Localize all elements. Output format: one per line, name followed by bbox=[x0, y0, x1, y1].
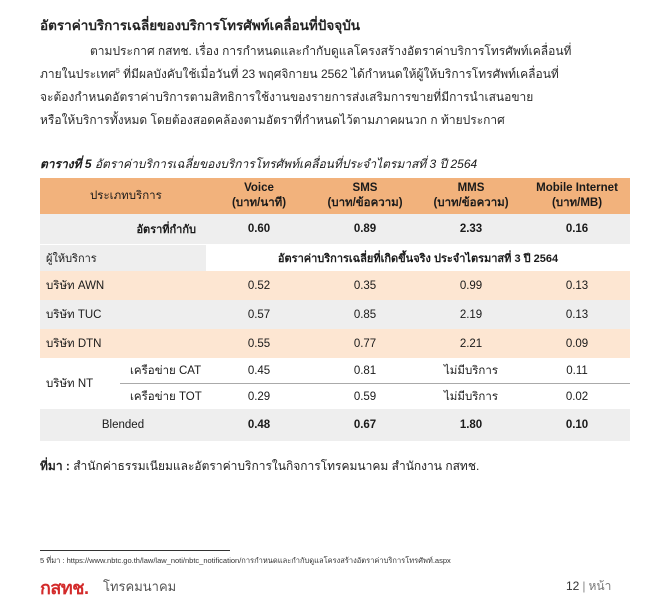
column-header-voice bbox=[206, 178, 312, 214]
table-cell: 2.33 bbox=[418, 214, 524, 245]
paragraph-line: หรือให้บริการทั้งหมด โดยต้องสอดคล้องตามอัตราที่กำหนดไว้ตามภาคผนวก ก ท้ายประกาศ bbox=[40, 113, 505, 127]
paragraph-line: จะต้องกำหนดอัตราค่าบริการตามสิทธิการใช้งานของรายการส่งเสริมการขายที่มีการนำเสนอขาย bbox=[40, 90, 534, 104]
column-name: MMS bbox=[457, 182, 485, 194]
regulated-rate-label: อัตราที่กำกับ bbox=[40, 214, 206, 245]
blended-row bbox=[40, 409, 630, 441]
table-caption-text: อัตราค่าบริการเฉลี่ยของบริการโทรศัพท์เคลื่อนที่ประจำไตรมาสที่ 3 ปี 2564 bbox=[91, 157, 478, 171]
table-cell: 1.80 bbox=[418, 409, 524, 441]
table-cell: 0.16 bbox=[524, 214, 630, 245]
column-name: Voice bbox=[244, 182, 274, 194]
table-cell: 0.57 bbox=[206, 300, 312, 329]
footnote-ref[interactable]: 5 bbox=[115, 68, 120, 75]
table-cell: 0.09 bbox=[524, 329, 630, 358]
column-header-internet bbox=[524, 178, 630, 214]
column-unit: (บาท/ข้อความ) bbox=[327, 197, 403, 209]
provider-name: บริษัท NT bbox=[40, 358, 120, 409]
page-number-value: 12 bbox=[566, 579, 580, 593]
column-name: Mobile Internet bbox=[536, 182, 618, 194]
paragraph-text: ที่มีผลบังคับใช้เมื่อวันที่ 23 พฤศจิกายน 2562 ได้กำหนดให้ผู้ให้บริการโทรศัพท์เคลื่อนที่ bbox=[119, 67, 559, 81]
footnote-divider bbox=[40, 550, 230, 551]
table-caption bbox=[40, 155, 477, 174]
provider-name: บริษัท AWN bbox=[40, 271, 206, 300]
table-row bbox=[40, 358, 630, 384]
table-cell: 0.52 bbox=[206, 271, 312, 300]
source-label: ที่มา : bbox=[40, 459, 70, 473]
table-cell: 0.11 bbox=[524, 358, 630, 384]
table-cell: 2.19 bbox=[418, 300, 524, 329]
regulated-rate-row bbox=[40, 214, 630, 245]
provider-name: บริษัท TUC bbox=[40, 300, 206, 329]
table-cell: 0.89 bbox=[312, 214, 418, 245]
actual-note-row bbox=[40, 245, 630, 272]
table-cell: 0.29 bbox=[206, 384, 312, 410]
paragraph-line bbox=[40, 63, 630, 86]
column-unit: (บาท/ข้อความ) bbox=[433, 197, 509, 209]
table-cell: 0.85 bbox=[312, 300, 418, 329]
intro-paragraph bbox=[40, 40, 630, 132]
section-heading: อัตราค่าบริการเฉลี่ยของบริการโทรศัพท์เคลื่อนที่ปัจจุบัน bbox=[40, 18, 360, 33]
network-name: เครือข่าย TOT bbox=[120, 384, 206, 410]
table-cell: 0.13 bbox=[524, 300, 630, 329]
table-row bbox=[40, 271, 630, 300]
source-note bbox=[40, 457, 479, 476]
table-cell: 2.21 bbox=[418, 329, 524, 358]
column-name: SMS bbox=[352, 182, 378, 194]
actual-rate-note: อัตราค่าบริการเฉลี่ยที่เกิดขึ้นจริง ประจำไตรมาสที่ 3 ปี 2564 bbox=[206, 245, 630, 272]
blended-label: Blended bbox=[40, 409, 206, 441]
provider-header: ผู้ให้บริการ bbox=[40, 245, 206, 272]
column-header-sms bbox=[312, 178, 418, 214]
table-cell: 0.13 bbox=[524, 271, 630, 300]
logo-subtitle: โทรคมนาคม bbox=[103, 579, 177, 594]
rates-table bbox=[40, 178, 630, 441]
table-cell: 0.35 bbox=[312, 271, 418, 300]
network-name: เครือข่าย CAT bbox=[120, 358, 206, 384]
provider-name: บริษัท DTN bbox=[40, 329, 206, 358]
paragraph-line: ตามประกาศ กสทช. เรื่อง การกำหนดและกำกับดูแลโครงสร้างอัตราค่าบริการโทรศัพท์เคลื่อนที่ bbox=[90, 44, 572, 58]
table-row bbox=[40, 300, 630, 329]
table-cell: 0.55 bbox=[206, 329, 312, 358]
table-row bbox=[40, 329, 630, 358]
table-header-row bbox=[40, 178, 630, 214]
table-cell: 0.59 bbox=[312, 384, 418, 410]
table-row bbox=[40, 384, 630, 410]
footnote[interactable]: 5 ที่มา : https://www.nbtc.go.th/law/law_noti/nbtc_notification/การกำหนดและกำกับดูแลโครงสร้างอัตราค่าบริการโทรศัพท์.aspx bbox=[40, 556, 451, 565]
table-caption-label: ตารางที่ 5 bbox=[40, 157, 92, 171]
column-header-mms bbox=[418, 178, 524, 214]
page-word: หน้า bbox=[588, 579, 612, 593]
source-text: สำนักค่าธรรมเนียมและอัตราค่าบริการในกิจการโทรคมนาคม สำนักงาน กสทช. bbox=[69, 459, 480, 473]
page-separator: | bbox=[582, 579, 586, 593]
table-cell: ไม่มีบริการ bbox=[418, 384, 524, 410]
table-cell: 0.48 bbox=[206, 409, 312, 441]
table-cell: 0.45 bbox=[206, 358, 312, 384]
corner-header: ประเภทบริการ bbox=[40, 178, 206, 214]
page-number bbox=[566, 577, 611, 596]
table-cell: 0.77 bbox=[312, 329, 418, 358]
table-cell: 0.81 bbox=[312, 358, 418, 384]
nbtc-logo: กสทช. bbox=[40, 578, 89, 598]
table-cell: 0.60 bbox=[206, 214, 312, 245]
table-cell: 0.67 bbox=[312, 409, 418, 441]
column-unit: (บาท/MB) bbox=[551, 197, 603, 209]
table-cell: ไม่มีบริการ bbox=[418, 358, 524, 384]
table-cell: 0.02 bbox=[524, 384, 630, 410]
table-cell: 0.99 bbox=[418, 271, 524, 300]
paragraph-text: ภายในประเทศ bbox=[40, 67, 116, 81]
column-unit: (บาท/นาที) bbox=[231, 197, 287, 209]
table-cell: 0.10 bbox=[524, 409, 630, 441]
